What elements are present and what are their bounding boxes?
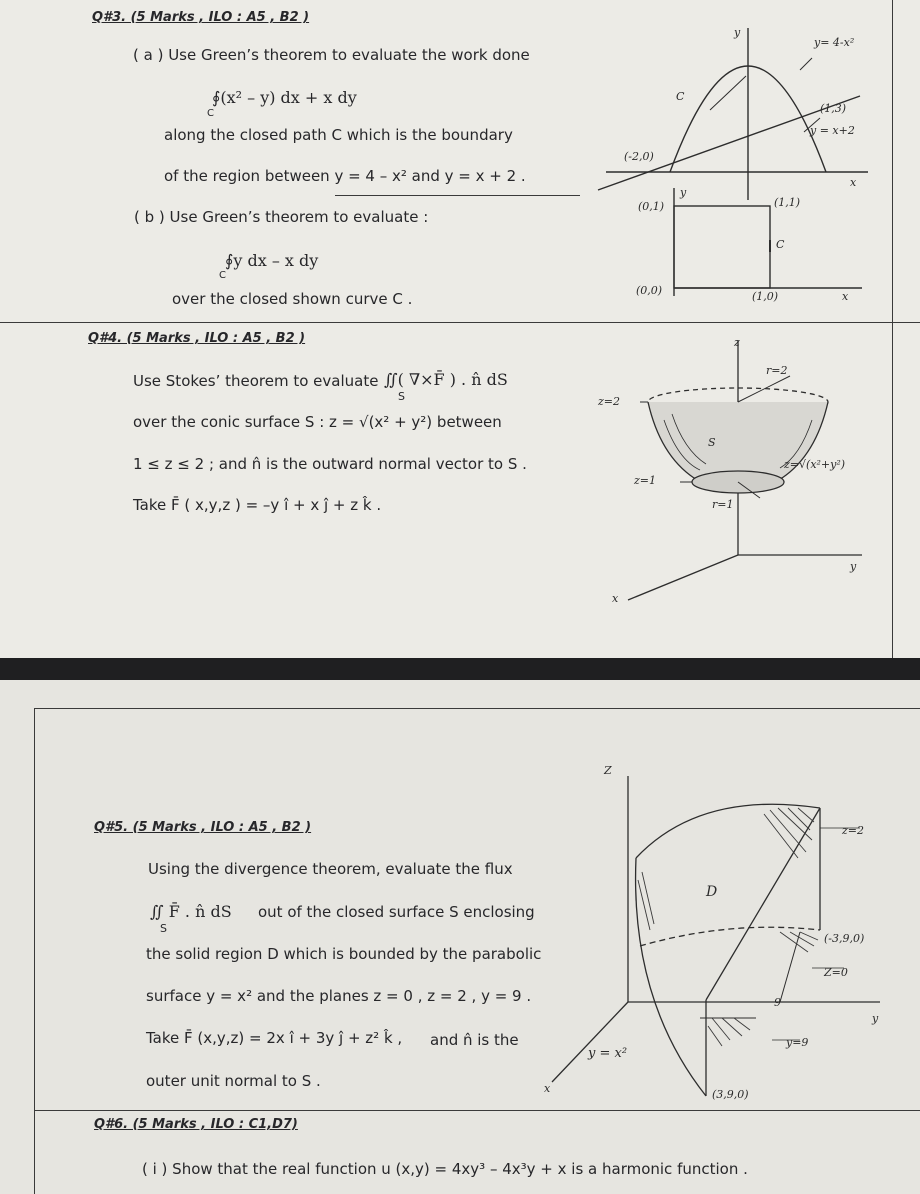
q5-fig-z2: z=2 [842,824,865,837]
q5-line2-tail: out of the closed surface S enclosing [258,903,535,921]
fig2-y-axis: y [680,186,687,199]
fig2-tr: (1,1) [774,196,801,209]
q3-integral-b: ∮y dx – x dy [225,251,319,270]
q4-fig-r1: r=1 [712,498,734,511]
q5-integral-sub: S [160,922,167,935]
fig1-x-axis: x [850,176,857,189]
q5-integral: ∬ F̄ . n̂ dS [150,902,232,921]
q6-heading: Q#6. (5 Marks , ILO : C1,D7) [94,1117,298,1132]
q4-line1: Use Stokes’ theorem to evaluate [133,372,379,390]
q5-fig-parab: y = x² [588,1046,628,1061]
q4-fig-z1: z=1 [634,474,657,487]
q3-line-b2: over the closed shown curve C . [172,290,413,308]
q5-line3: the solid region D which is bounded by the parabolic [146,945,542,963]
q5-fig-y9: y=9 [786,1036,809,1049]
q4-fig-s: S [708,436,716,449]
q5-fig-pt2: (3,9,0) [712,1088,749,1101]
q5-fig-pt1: (-3,9,0) [824,932,865,945]
q5-line4: surface y = x² and the planes z = 0 , z = 2 , y = 9 . [146,987,532,1005]
q4-fig-z-axis: z [734,336,740,349]
q3-integral-a: ∮(x² – y) dx + x dy [212,88,357,107]
fig2-tl: (0,1) [638,200,665,213]
fig1-curve2-label: y = x+2 [810,124,855,137]
q3-line-a3: of the region between y = 4 – x² and y = x + 2 . [164,167,526,185]
q5-fig-d: D [706,884,718,900]
fig1-c-label: C [676,90,685,103]
q3-contour-label-b: C [219,270,226,281]
q4-heading: Q#4. (5 Marks , ILO : A5 , B2 ) [88,331,306,346]
q3-heading: Q#3. (5 Marks , ILO : A5 , B2 ) [92,10,310,25]
q5-fig-nine: 9 [774,996,781,1009]
q5-fig-z0: Z=0 [824,966,848,979]
q5-fig-z-axis: Z [604,764,612,777]
q4-integral-sub: S [398,390,405,403]
q5-line6: outer unit normal to S . [146,1072,321,1090]
fig2-x-axis: x [842,290,849,303]
q3-contour-label-a: C [207,108,214,119]
q5-line5: Take F̄ (x,y,z) = 2x î + 3y ĵ + z² k̂ , [146,1029,403,1047]
q4-fig-cone-label: z=√(x²+y²) [784,458,846,471]
q4-line2: over the conic surface S : z = √(x² + y²) between [133,413,502,431]
q5-fig-y-axis: y [872,1012,879,1025]
q4-fig-z2: z=2 [598,395,621,408]
q6-line1: ( i ) Show that the real function u (x,y) = 4xy³ – 4x³y + x is a harmonic function . [142,1160,748,1178]
fig1-pt2: (-2,0) [624,150,654,163]
fig1-curve1-label: y= 4-x² [814,36,855,49]
q5-line1: Using the divergence theorem, evaluate the flux [148,860,513,878]
q3-part-a-intro: ( a ) Use Green’s theorem to evaluate the work done [133,46,530,64]
q4-fig-y-axis: y [850,560,857,573]
q5-line5-tail: and n̂ is the [430,1031,519,1049]
fig1-pt1: (1,3) [820,102,847,115]
q4-integral: ∬( ∇×F̄ ) . n̂ dS [384,370,508,389]
q4-line3: 1 ≤ z ≤ 2 ; and n̂ is the outward normal vector to S . [133,455,527,473]
fig2-c: C [776,238,785,251]
q5-fig-x-axis: x [544,1082,551,1095]
fig2-bl: (0,0) [636,284,663,297]
fig2-br: (1,0) [752,290,779,303]
q3-line-a2: along the closed path C which is the boundary [164,126,513,144]
q4-line4: Take F̄ ( x,y,z ) = –y î + x ĵ + z k̂ . [133,496,382,514]
q4-fig-r2: r=2 [766,364,788,377]
fig1-y-axis: y [734,26,741,39]
q5-heading: Q#5. (5 Marks , ILO : A5 , B2 ) [94,820,312,835]
q3-part-b-intro: ( b ) Use Green’s theorem to evaluate : [134,208,429,226]
q4-fig-x-axis: x [612,592,619,605]
